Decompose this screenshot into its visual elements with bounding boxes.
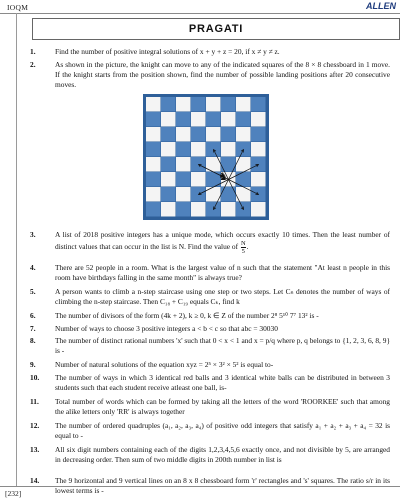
board-square [176,97,191,112]
svg-text:♞: ♞ [218,170,228,183]
board-square [206,97,221,112]
question-6 [30,311,390,321]
left-margin-line [16,13,17,486]
question-number: 14. [30,476,40,485]
question-text: The 9 horizontal and 9 vertical lines on an 8 x 8 chessboard form 'r' rectangles and 's' squares. The ratio s/r in its lowest terms is - [55,476,390,495]
question-8 [30,336,390,356]
question-number: 4. [30,263,36,272]
board-square [161,112,176,127]
question-5 [30,287,390,307]
question-number: 11. [30,397,39,406]
question-text: The number of ways in which 3 identical red balls and 3 identical white balls can be distributed in between 3 students such that each student receive atleast one ball, is- [55,373,390,392]
question-number: 5. [30,287,36,296]
board-square [176,202,191,217]
board-square [146,142,161,157]
question-text: The number of ordered quadruples (a₁, a₂, a₃, a₄) of positive odd integers that satisfy a₁ + a₂ + a₃ + a₄ = 32 is equal to - [55,421,390,440]
board-square [251,127,266,142]
page-number: [232] [5,489,22,498]
chess-knight-icon [218,170,228,183]
fraction-numerator: N [240,240,246,247]
board-square [146,172,161,187]
question-number: 3. [30,230,36,239]
board-square [191,142,206,157]
question-number: 6. [30,311,36,320]
page-title: PRAGATI [188,23,244,35]
board-square [161,97,176,112]
board-square [161,202,176,217]
board-square [161,127,176,142]
question-text: The number of divisors of the form (4k + 2), k ≥ 0, k ∈ Z of the number 2⁸ 5¹⁰ 7⁷ 13² is - [55,311,319,320]
board-square [161,172,176,187]
header-divider [0,13,400,14]
question-10 [30,373,390,393]
question-text: A person wants to climb a n-step staircase using one step or two steps. Let Cₙ denotes the number of ways of climbing the n-step staircase. Then C₁₈ + C₁₉ equals Cₖ, find k [55,287,390,306]
board-square [176,142,191,157]
question-9 [30,360,390,370]
board-square [176,157,191,172]
board-square [251,202,266,217]
question-4 [30,263,390,283]
board-square [161,187,176,202]
fraction-denominator: 5 [241,248,245,255]
board-square [146,97,161,112]
question-text: All six digit numbers containing each of the digits 1,2,3,4,5,6 exactly once, and not divisible by 5, are arranged in decreasing order. Then sum of two middle digits in 200th number in list is [55,445,390,464]
question-number: 9. [30,360,36,369]
header-label: IOQM [7,3,29,12]
board-square [251,112,266,127]
board-square [146,187,161,202]
board-square [251,172,266,187]
board-square [236,127,251,142]
question-text [55,230,390,255]
question-text-part: A list of 2018 positive integers has a unique mode, which occurs exactly 10 times. Then the least number of distinct values that can occur in the list is N. Find the value of [55,230,390,252]
board-square [146,112,161,127]
board-square [251,142,266,157]
question-13 [30,445,390,465]
question-text: The number of distinct rational numbers 'x' such that 0 < x < 1 and x = p/q where p, q belongs to {1, 2, 3, 6, 8, 9} is - [55,336,390,355]
question-text-end: . [246,242,249,252]
board-square [176,112,191,127]
board-square [146,157,161,172]
brand-logo: ALLEN [366,1,396,11]
board-square [221,142,236,157]
question-7 [30,324,390,334]
question-number: 8. [30,336,36,345]
board-square [146,127,161,142]
question-text: Total number of words which can be formed by taking all the letters of the word 'ROORKEE' such that among the alike letters only 'RR' is always together [55,397,390,416]
board-square [191,97,206,112]
question-3 [30,230,390,255]
board-square [176,187,191,202]
board-square [221,127,236,142]
question-14 [30,476,390,495]
board-square [146,202,161,217]
question-text: Number of natural solutions of the equation xyz = 2⁵ × 3² × 5² is equal to- [55,360,274,369]
board-square [191,112,206,127]
board-square [176,127,191,142]
question-text: Find the number of positive integral solutions of x + y + z = 20, if x ≠ y ≠ z. [55,47,280,56]
board-square [251,97,266,112]
question-number: 1. [30,47,36,56]
question-2 [30,60,390,90]
question-text: Number of ways to choose 3 positive integers a < b < c so that abc = 30030 [55,324,278,333]
board-square [221,112,236,127]
board-square [236,97,251,112]
question-number: 13. [30,445,40,454]
board-square [161,157,176,172]
question-number: 2. [30,60,36,69]
question-number: 7. [30,324,36,333]
board-square [161,142,176,157]
question-12 [30,421,390,441]
board-square [206,127,221,142]
board-square [191,202,206,217]
board-square [206,112,221,127]
board-square [176,172,191,187]
question-text: As shown in the picture, the knight can move to any of the indicated squares of the 8 × 8 chessboard in 1 move. If the knight starts from the position shown, find the number of possible landing positions after 20 consecutive moves. [55,60,390,89]
title-box [32,18,400,40]
question-1 [30,47,390,57]
board-square [236,112,251,127]
question-text: There are 52 people in a room. What is the largest value of n such that the statement "At least n people in this room have birthdays falling in the same month" is always true? [55,263,390,282]
board-square [221,97,236,112]
question-11 [30,397,390,417]
board-square [221,202,236,217]
board-square [191,127,206,142]
board-square [191,172,206,187]
question-number: 12. [30,421,40,430]
question-number: 10. [30,373,40,382]
chessboard-figure [143,94,269,220]
fraction [241,240,246,255]
